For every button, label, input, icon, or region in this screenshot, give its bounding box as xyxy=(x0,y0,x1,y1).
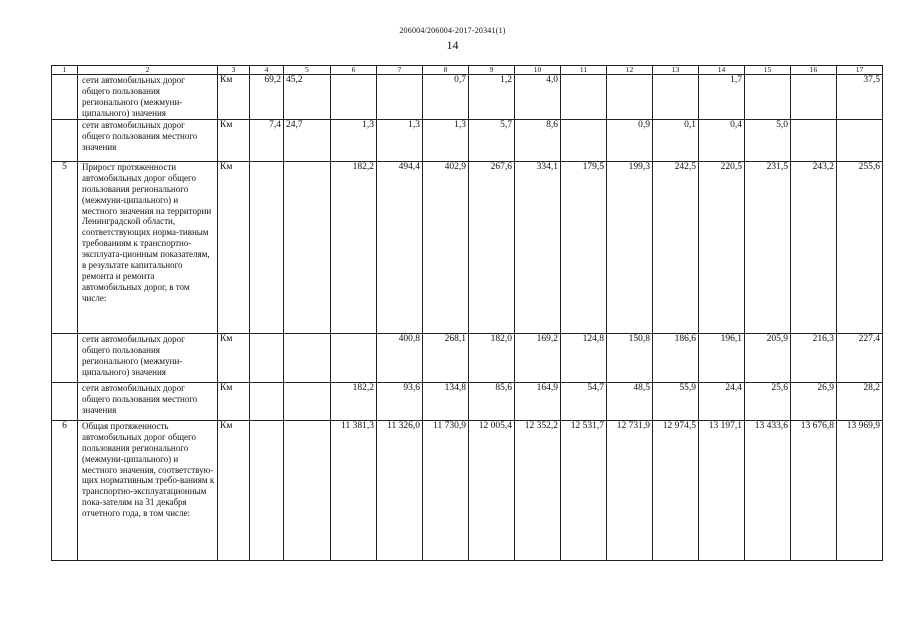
value-cell: 25,6 xyxy=(745,383,791,421)
value-cell: 28,2 xyxy=(837,383,883,421)
value-cell: 124,8 xyxy=(561,334,607,383)
unit-cell: Км xyxy=(218,421,250,561)
value-cell: 196,1 xyxy=(699,334,745,383)
value-cell: 8,6 xyxy=(515,120,561,162)
value-cell xyxy=(561,75,607,120)
document-id: 206004/206004-2017-20341(1) xyxy=(399,26,506,35)
table-row xyxy=(52,75,883,120)
table-row xyxy=(52,421,883,561)
value-cell: 243,2 xyxy=(791,162,837,334)
row-number-cell: 5 xyxy=(52,162,78,334)
column-number-row xyxy=(52,66,883,75)
value-cell: 12 005,4 xyxy=(469,421,515,561)
table-row xyxy=(52,334,883,383)
column-number-cell: 6 xyxy=(331,66,377,75)
value-cell: 0,1 xyxy=(653,120,699,162)
value-cell xyxy=(284,334,331,383)
value-cell xyxy=(284,421,331,561)
column-number-cell: 7 xyxy=(377,66,423,75)
value-cell xyxy=(284,162,331,334)
row-number-cell xyxy=(52,75,78,120)
table-row xyxy=(52,162,883,334)
value-cell: 400,8 xyxy=(377,334,423,383)
value-cell: 182,2 xyxy=(331,383,377,421)
column-number-cell: 13 xyxy=(653,66,699,75)
value-cell: 24,4 xyxy=(699,383,745,421)
value-cell: 12 531,7 xyxy=(561,421,607,561)
value-cell xyxy=(791,75,837,120)
value-cell: 54,7 xyxy=(561,383,607,421)
value-cell: 55,9 xyxy=(653,383,699,421)
value-cell: 93,6 xyxy=(377,383,423,421)
column-number-cell: 9 xyxy=(469,66,515,75)
page-number: 14 xyxy=(446,38,459,52)
value-cell: 12 731,9 xyxy=(607,421,653,561)
value-cell xyxy=(607,75,653,120)
indicator-description-cell: Общая протяженность автомобильных дорог общего пользования регионального (межмуни-ципального) и местного значения, соответствую-щих нормативным требо-ваниям к транспортно-эксплуатационным пока-зателям на 31 декабря отчетного года, в том числе: xyxy=(78,421,218,561)
value-cell: 0,9 xyxy=(607,120,653,162)
value-cell: 334,1 xyxy=(515,162,561,334)
value-cell: 26,9 xyxy=(791,383,837,421)
value-cell: 267,6 xyxy=(469,162,515,334)
value-cell: 12 352,2 xyxy=(515,421,561,561)
value-cell xyxy=(331,334,377,383)
value-cell: 199,3 xyxy=(607,162,653,334)
value-cell: 216,3 xyxy=(791,334,837,383)
indicator-description-cell: Прирост протяженности автомобильных дорог общего пользования регионального (межмуни-ципального) и местного значения на территории Ленинградской области, соответствующих норма-тивным требованиям к транспортно-эксплуата-ционным показателям, в результате капитального ремонта и ремонта автомобильных дорог, в том числе: xyxy=(78,162,218,334)
column-number-cell: 16 xyxy=(791,66,837,75)
value-cell: 4,0 xyxy=(515,75,561,120)
value-cell: 37,5 xyxy=(837,75,883,120)
indicator-description-cell: сети автомобильных дорог общего пользования регионального (межмуни-ципального) значения xyxy=(78,75,218,120)
value-cell: 13 197,1 xyxy=(699,421,745,561)
value-cell xyxy=(284,383,331,421)
column-number-cell: 4 xyxy=(250,66,284,75)
column-number-cell: 3 xyxy=(218,66,250,75)
indicator-description-cell: сети автомобильных дорог общего пользования регионального (межмуни-ципального) значения xyxy=(78,334,218,383)
row-number-cell: 6 xyxy=(52,421,78,561)
unit-cell: Км xyxy=(218,120,250,162)
indicator-description-cell: сети автомобильных дорог общего пользования местного значения xyxy=(78,120,218,162)
value-cell: 13 969,9 xyxy=(837,421,883,561)
unit-cell: Км xyxy=(218,383,250,421)
column-number-cell: 12 xyxy=(607,66,653,75)
value-cell: 12 974,5 xyxy=(653,421,699,561)
value-cell: 402,9 xyxy=(423,162,469,334)
value-cell: 1,7 xyxy=(699,75,745,120)
row-number-cell xyxy=(52,334,78,383)
value-cell: 24,7 xyxy=(284,120,331,162)
value-cell: 169,2 xyxy=(515,334,561,383)
value-cell: 494,4 xyxy=(377,162,423,334)
value-cell xyxy=(250,334,284,383)
value-cell: 1,3 xyxy=(377,120,423,162)
value-cell: 11 326,0 xyxy=(377,421,423,561)
value-cell: 11 730,9 xyxy=(423,421,469,561)
column-number-cell: 2 xyxy=(78,66,218,75)
value-cell: 13 433,6 xyxy=(745,421,791,561)
table-row xyxy=(52,120,883,162)
column-number-cell: 17 xyxy=(837,66,883,75)
value-cell: 48,5 xyxy=(607,383,653,421)
table-row xyxy=(52,383,883,421)
column-number-cell: 11 xyxy=(561,66,607,75)
value-cell xyxy=(250,383,284,421)
value-cell: 0,7 xyxy=(423,75,469,120)
value-cell: 1,2 xyxy=(469,75,515,120)
value-cell: 242,5 xyxy=(653,162,699,334)
value-cell xyxy=(250,162,284,334)
unit-cell: Км xyxy=(218,334,250,383)
value-cell: 220,5 xyxy=(699,162,745,334)
row-number-cell xyxy=(52,120,78,162)
indicator-description-cell: сети автомобильных дорог общего пользования местного значения xyxy=(78,383,218,421)
value-cell: 7,4 xyxy=(250,120,284,162)
row-number-cell xyxy=(52,383,78,421)
value-cell: 227,4 xyxy=(837,334,883,383)
value-cell: 1,3 xyxy=(423,120,469,162)
value-cell: 179,5 xyxy=(561,162,607,334)
value-cell: 205,9 xyxy=(745,334,791,383)
value-cell: 85,6 xyxy=(469,383,515,421)
value-cell xyxy=(791,120,837,162)
value-cell: 182,2 xyxy=(331,162,377,334)
value-cell: 255,6 xyxy=(837,162,883,334)
column-number-cell: 1 xyxy=(52,66,78,75)
value-cell xyxy=(377,75,423,120)
value-cell: 5,7 xyxy=(469,120,515,162)
value-cell xyxy=(250,421,284,561)
column-number-cell: 14 xyxy=(699,66,745,75)
value-cell xyxy=(653,75,699,120)
value-cell: 69,2 xyxy=(250,75,284,120)
value-cell: 45,2 xyxy=(284,75,331,120)
value-cell: 5,0 xyxy=(745,120,791,162)
data-table xyxy=(51,65,883,561)
column-number-cell: 10 xyxy=(515,66,561,75)
column-number-cell: 15 xyxy=(745,66,791,75)
value-cell: 268,1 xyxy=(423,334,469,383)
value-cell: 150,8 xyxy=(607,334,653,383)
value-cell xyxy=(745,75,791,120)
value-cell: 1,3 xyxy=(331,120,377,162)
unit-cell: Км xyxy=(218,75,250,120)
value-cell: 182,0 xyxy=(469,334,515,383)
column-number-cell: 8 xyxy=(423,66,469,75)
value-cell: 186,6 xyxy=(653,334,699,383)
value-cell xyxy=(331,75,377,120)
value-cell xyxy=(561,120,607,162)
value-cell: 231,5 xyxy=(745,162,791,334)
column-number-cell: 5 xyxy=(284,66,331,75)
unit-cell: Км xyxy=(218,162,250,334)
value-cell: 134,8 xyxy=(423,383,469,421)
value-cell: 0,4 xyxy=(699,120,745,162)
value-cell: 164,9 xyxy=(515,383,561,421)
value-cell xyxy=(837,120,883,162)
value-cell: 13 676,8 xyxy=(791,421,837,561)
value-cell: 11 381,3 xyxy=(331,421,377,561)
